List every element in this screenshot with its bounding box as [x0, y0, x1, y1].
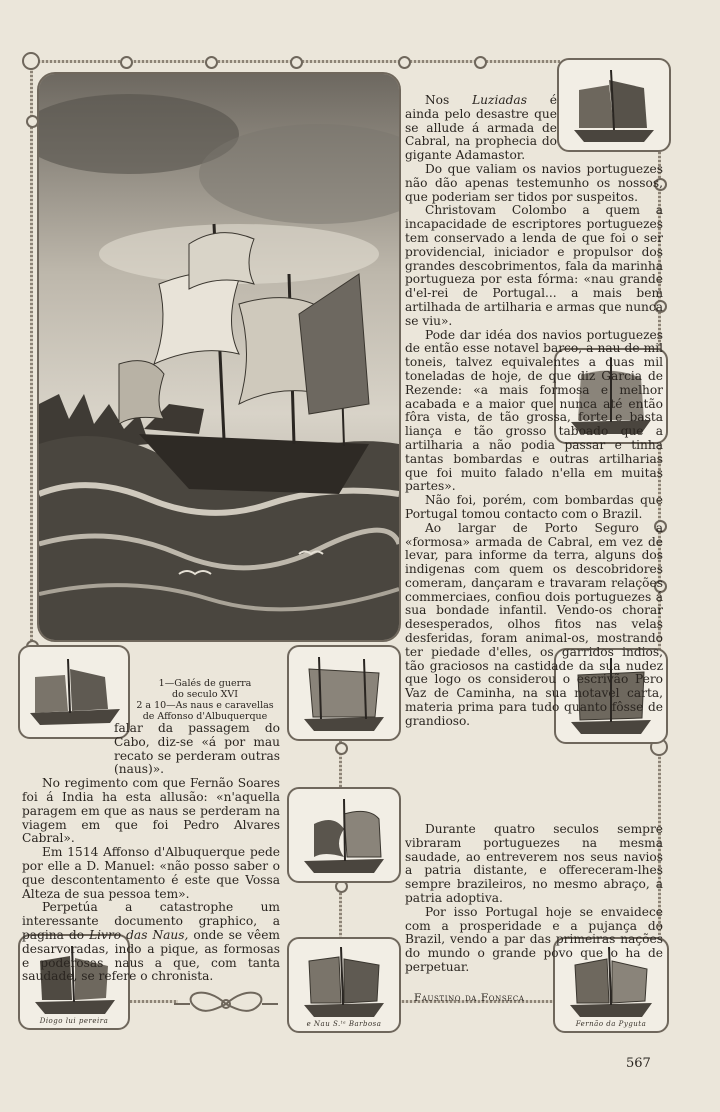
paragraph: Durante quatro seculos sempre vibraram portuguezes na mesma saudade, ao entreverem nos seus navios a patria distante, e offereceram-lhes sempre brazileiros, no mesmo abraço, a patria adoptiva. [405, 822, 663, 905]
ship-vignette-center-lower [287, 787, 401, 883]
rope-border-bottom-left [130, 1000, 178, 1003]
ship-vignette-center-middle [287, 645, 401, 741]
paragraph: Por isso Portugal hoje se envaidece com a prosperidade e a pujança do Brazil, vendo a par das primeiras nações do mundo o grande povo que o ha de perpetuar. [405, 904, 663, 974]
author-signature: Faustino da Fonseca [414, 992, 525, 1004]
vignette-caption: e Nau S.ᵗᵃ Barbosa [306, 1020, 382, 1028]
right-column-text [405, 94, 663, 729]
paragraph: Em 1514 Affonso d'Albuquerque pede por elle a D. Manuel: «não posso saber o que descontentamento é este que Vossa Alteza de sua pessoa tem». [22, 845, 280, 901]
caption-line: 1—Galés de guerra [158, 678, 252, 689]
paragraph: Ao largar de Porto Seguro a «formosa» armada de Cabral, em vez de levar, para informe da terra, alguns dos indigenas com quem os descobridores comeram, dançaram e travaram relações commerciaes, confiou dois portuguezes á sua bondade infantil. Vendo-os chorar desesperados, olhos fitos nas velas desferidas, foram animal-os, mostrando ter piedade d'elles, os garridos indios, tão graciosos na castidade da sua nudez que logo os considerou o escrivão Pero Vaz de Caminha, na sua notavel carta, materia prima para tudo quanto fôsse de grandioso. [405, 520, 663, 728]
page-number: 567 [626, 1056, 651, 1071]
paragraph: Perpetúa a catastrophe um interessante documento graphico, a pagina do Livro das Naus, onde se vêem desarvoradas, indo a pique, as formosas e poderosas naus a que, com tanta saudade, se refere o chronista. [22, 900, 280, 984]
paragraph: No regimento com que Fernão Soares foi á India ha esta allusão: «n'aquella paragem em que as naus se perderam na viagem em que foi Pedro Alvares Cabral». [22, 776, 280, 846]
rope-knot [22, 52, 40, 70]
ship-vignette-bottom-middle [287, 937, 401, 1033]
rope-knot [205, 56, 218, 69]
vignette-caption: Fernão da Pyguta [575, 1020, 647, 1028]
paragraph: falar da passagem do Cabo, diz-se «á por mau recato se perderam outras (naus)». [114, 721, 280, 777]
rope-bow-ornament [174, 988, 278, 1020]
main-ship-illustration [37, 72, 401, 642]
paragraph: Do que valiam os navios portuguezes não dão apenas testemunho os nossos, que poderiam ser tidos por suspeitos. [405, 161, 663, 204]
rope-knot [398, 56, 411, 69]
illustration-caption [130, 678, 280, 722]
rope-knot [120, 56, 133, 69]
rope-knot [335, 742, 348, 755]
right-column-text-lower [405, 823, 663, 975]
caption-line: de Affonso d'Albuquerque [142, 711, 268, 722]
vignette-caption: Diogo lui pereira [39, 1017, 109, 1025]
left-column-text [22, 722, 280, 984]
paragraph: Nos Luziadas é ainda pelo desastre que se allude á armada de Cabral, na prophecia do gigante Adamastor. [405, 93, 557, 163]
caption-line: 2 a 10—As naus e caravellas [136, 700, 274, 711]
rope-knot [290, 56, 303, 69]
paragraph: Não foi, porém, com bombardas que Portugal tomou contacto com o Brazil. [405, 493, 663, 521]
rope-border-left [30, 60, 33, 645]
caption-line: do seculo XVI [172, 689, 238, 700]
paragraph: Pode dar idéa dos navios portuguezes de então esse notavel barco, a nau de mil toneis, talvez equivalentes a duas mil toneladas de hoje, de que diz Garcia de Rezende: «a mais formosa e melhor acabada e a maior que nunca até então fôra vista, de tão grossa, forte e basta liança e tão grosso taboado que a artilharia a não podia passar e tinha tantas bombardas e outras artilharias que foi muito falado n'ella em muitas partes». [405, 327, 663, 494]
paragraph: Christovam Colombo a quem a incapacidade de escriptores portuguezes tem conservado a lenda de que foi o ser providencial, iniciador e propulsor dos grandes descobrimentos, fala da marinha portugueza por esta fórma: «nau grande d'el-rei de Portugal... a mais bem artilhada de artilharia e armas que nunca se viu». [405, 203, 664, 328]
rope-knot [474, 56, 487, 69]
